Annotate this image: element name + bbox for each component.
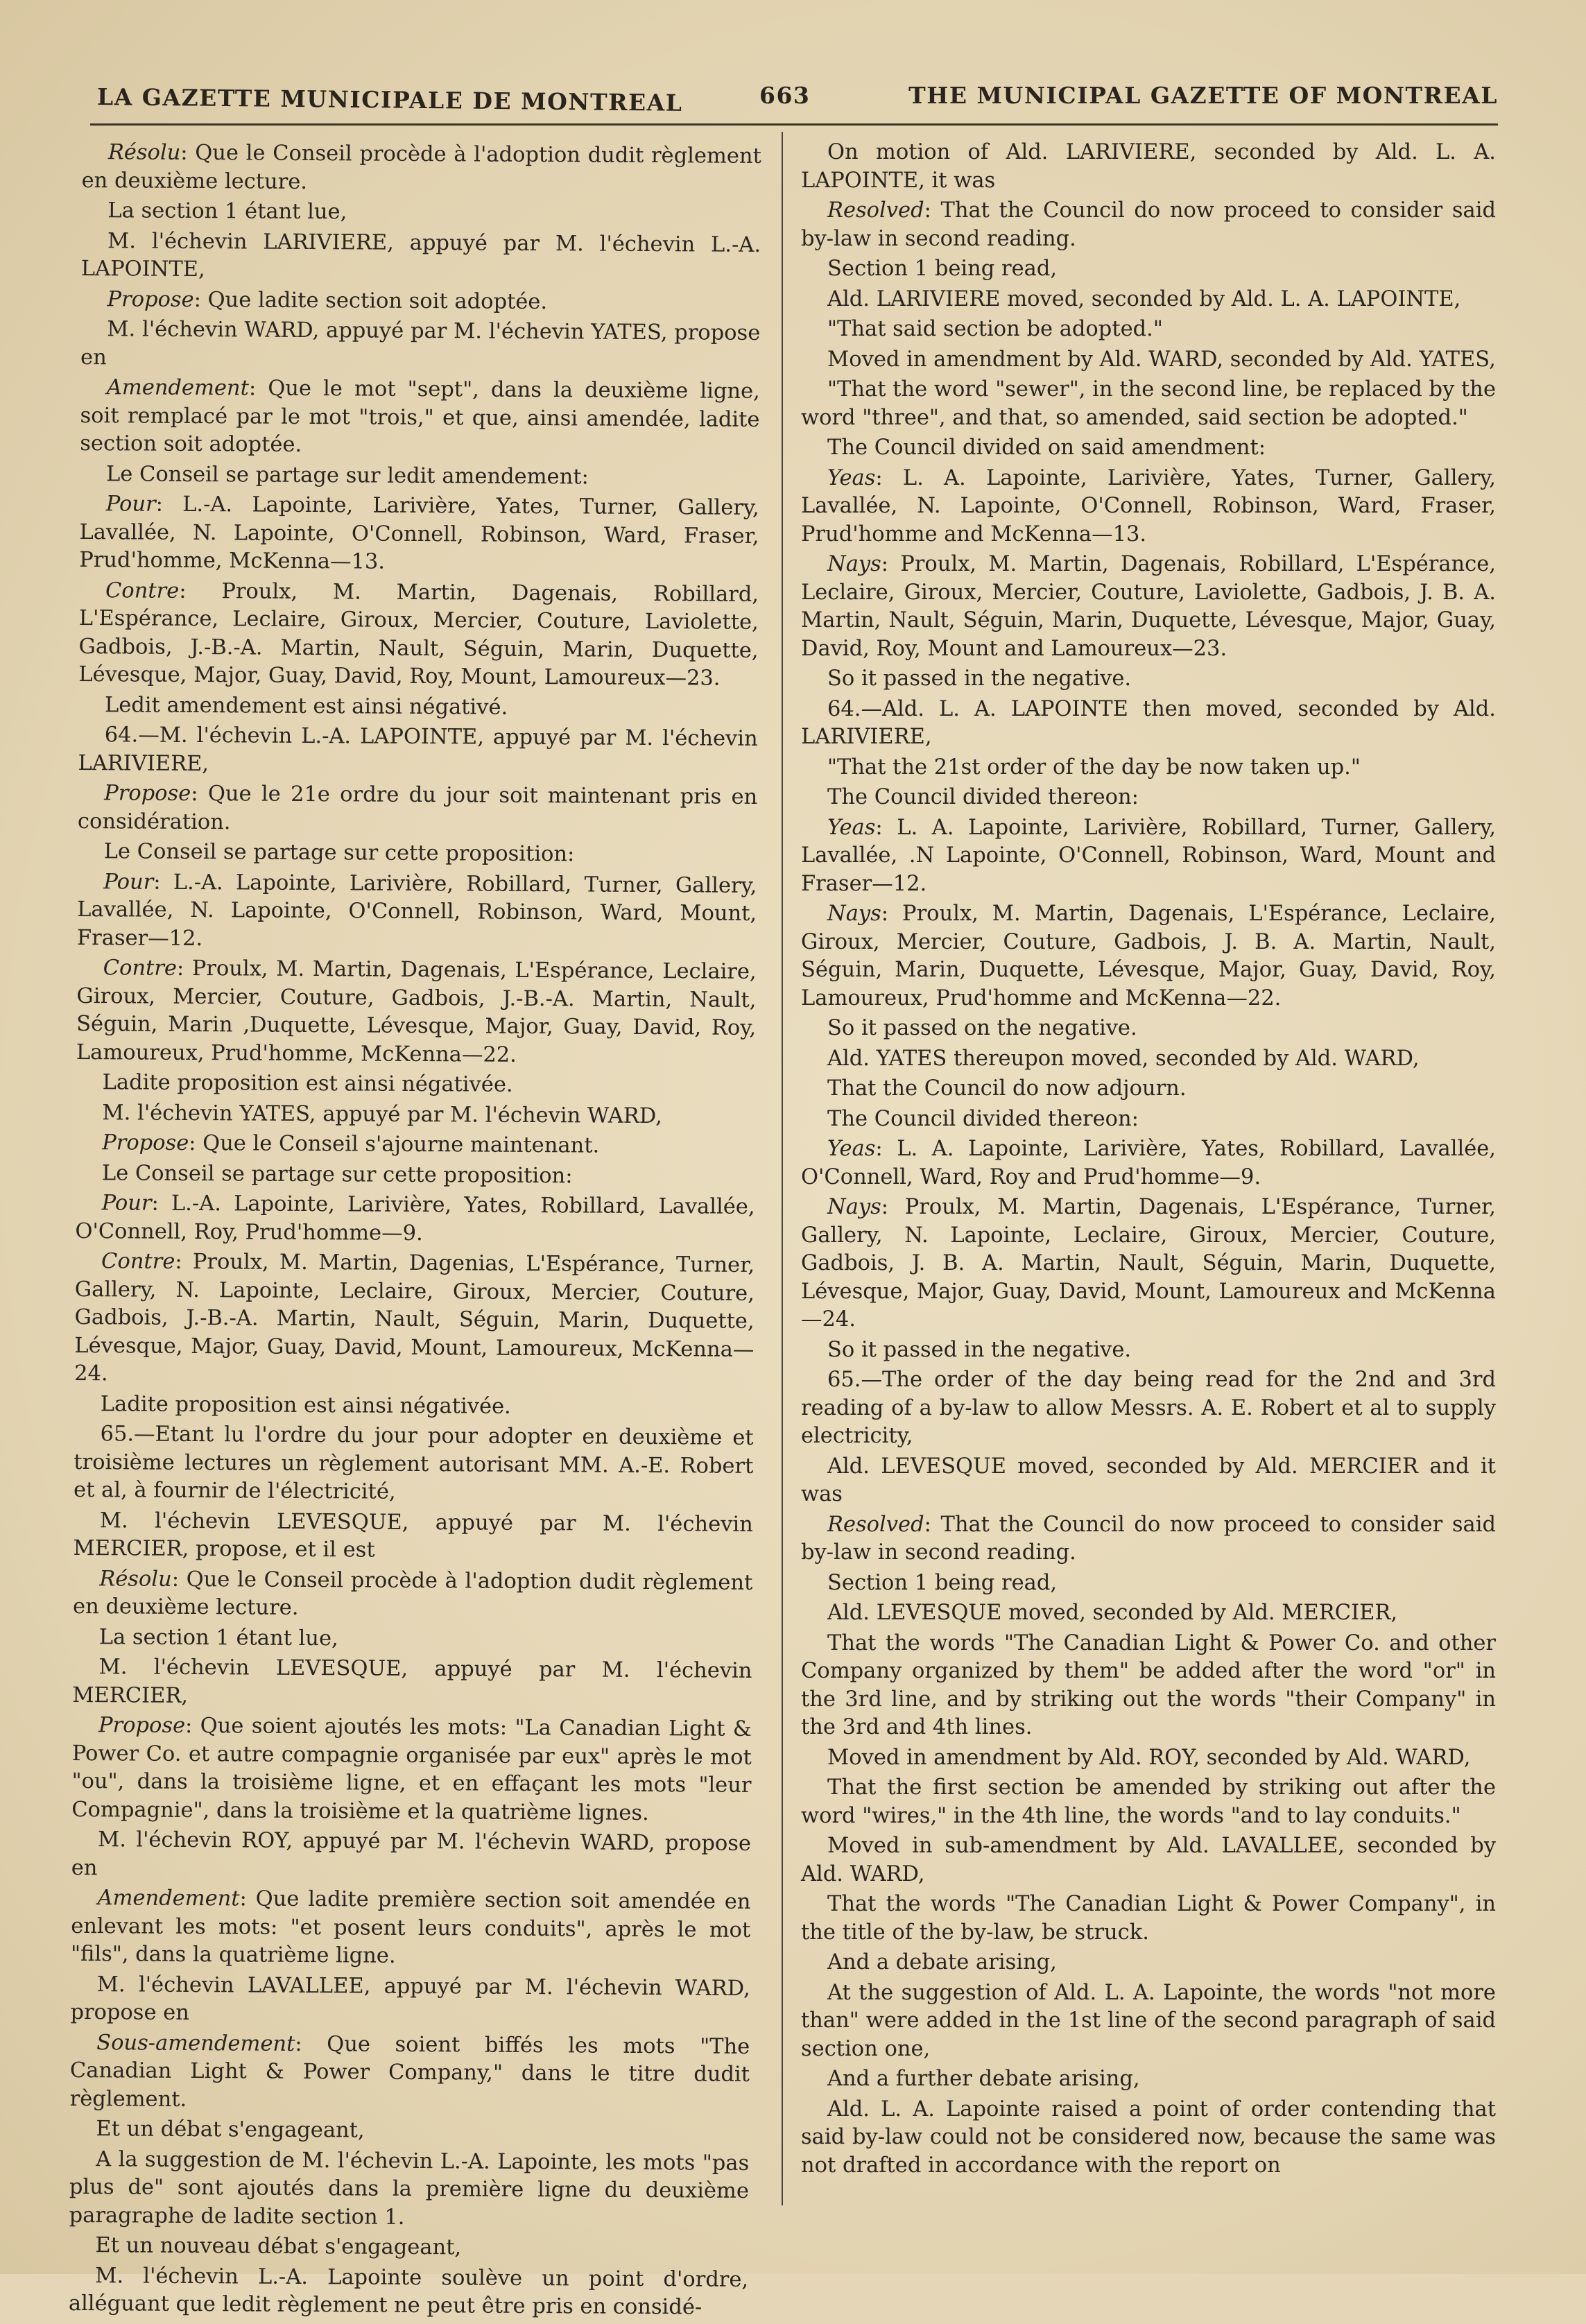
motion-keyword: Sous-amendement	[96, 2030, 295, 2056]
motion-keyword: Résolu	[107, 140, 181, 165]
paragraph: Nays: Proulx, M. Martin, Dagenais, Robillard, L'Espérance, Leclaire, Giroux, Mercier, Couture, Laviolette, Gadbois, J. B. A. Martin, Nault, Séguin, Marin, Duquette, Lévesque, Major, Guay, David, Roy, Mount and Lamoureux—23.	[801, 552, 1496, 661]
paragraph: That the first section be amended by striking out after the word "wires," in the 4th line, the words "and to lay conduits."	[801, 1775, 1496, 1828]
paragraph: Section 1 being read,	[827, 1570, 1058, 1595]
paragraph: "That the word "sewer", in the second line, be replaced by the word "three", and that, so amended, said section be adopted."	[801, 377, 1496, 430]
paragraph: Contre: Proulx, M. Martin, Dagenais, L'Espérance, Leclaire, Giroux, Mercier, Couture, Gadbois, J.-B.-A. Martin, Nault, Séguin, Marin ,Duquette, Lévesque, Major, Guay, David, Roy, Lamoureux, Prud'homme, McKenna—22.	[76, 956, 757, 1067]
paragraph: The Council divided thereon:	[827, 785, 1139, 809]
motion-keyword: Résolu	[99, 1566, 172, 1592]
paragraph: Section 1 being read,	[827, 257, 1058, 281]
paragraph: 64.—Ald. L. A. LAPOINTE then moved, seconded by Ald. LARIVIERE,	[801, 696, 1496, 749]
motion-keyword: Propose	[98, 1713, 186, 1738]
paragraph: Nays: Proulx, M. Martin, Dagenais, L'Espérance, Turner, Gallery, N. Lapointe, Leclaire, Giroux, Mercier, Couture, Gadbois, J. B. A. Martin, Nault, Séguin, Marin, Duquette, Lévesque, Major, Guay, David, Mount, Lamoureux and McKenna—24.	[801, 1195, 1496, 1332]
paragraph: That the Council do now adjourn.	[827, 1076, 1187, 1101]
motion-keyword: Propose	[107, 286, 194, 312]
paragraph: Propose: Que le 21e ordre du jour soit maintenant pris en considération.	[77, 781, 758, 834]
paragraph: Pour: L.-A. Lapointe, Larivière, Yates, Turner, Gallery, Lavallée, N. Lapointe, O'Connell, Robinson, Ward, Fraser, Prud'homme, McKenna—13.	[79, 492, 759, 574]
paragraph: La section 1 étant lue,	[98, 1624, 338, 1651]
column-divider	[782, 132, 783, 2205]
paragraph: The Council divided on said amendment:	[827, 436, 1266, 460]
motion-keyword: Amendement	[106, 375, 250, 401]
paragraph: Le Conseil se partage sur ledit amendement:	[105, 461, 589, 489]
paragraph: Propose: Que le Conseil s'ajourne maintenant.	[102, 1130, 600, 1158]
paragraph: And a debate arising,	[827, 1950, 1057, 1974]
paragraph: Ald. YATES thereupon moved, seconded by Ald. WARD,	[827, 1046, 1420, 1071]
paragraph: Yeas: L. A. Lapointe, Larivière, Robillard, Turner, Gallery, Lavallée, .N Lapointe, O'Connell, Robinson, Ward, Mount and Fraser—12.	[801, 815, 1496, 896]
paragraph: Ladite proposition est ainsi négativée.	[102, 1070, 513, 1097]
header-french-title: LA GAZETTE MUNICIPALE DE MONTREAL	[96, 83, 683, 117]
motion-keyword: Resolved	[827, 1512, 924, 1537]
motion-keyword: Contre	[101, 1249, 175, 1274]
paragraph: At the suggestion of Ald. L. A. Lapointe, the words "not more than" were added in the 1st line of the second paragraph of said section one,	[801, 1980, 1496, 2061]
paragraph: So it passed in the negative.	[827, 666, 1132, 691]
french-column	[69, 139, 761, 2324]
header-rule	[90, 123, 1498, 126]
paragraph: Résolu: Que le Conseil procède à l'adoption dudit règlement en deuxième lecture.	[81, 140, 761, 194]
paragraph: Pour: L.-A. Lapointe, Larivière, Yates, Robillard, Lavallée, O'Connell, Roy, Prud'homme—9.	[75, 1191, 755, 1246]
paragraph: Résolu: Que le Conseil procède à l'adoption dudit règlement en deuxième lecture.	[72, 1566, 753, 1620]
paragraph: "That the 21st order of the day be now taken up."	[827, 755, 1361, 780]
motion-keyword: Propose	[102, 1130, 189, 1155]
motion-keyword: Pour	[101, 1191, 152, 1216]
paragraph: M. l'échevin ROY, appuyé par M. l'échevin WARD, propose en	[71, 1827, 752, 1880]
motion-keyword: Yeas	[827, 815, 876, 840]
paragraph: A la suggestion de M. l'échevin L.-A. Lapointe, les mots "pas plus de" sont ajoutés dans la première ligne du deuxième paragraphe de ladite section 1.	[69, 2146, 750, 2230]
motion-keyword: Nays	[827, 552, 881, 576]
motion-keyword: Nays	[827, 902, 881, 926]
motion-keyword: Yeas	[827, 1137, 876, 1161]
paragraph: So it passed on the negative.	[827, 1016, 1137, 1040]
paragraph: Ladite proposition est ainsi négativée.	[100, 1391, 511, 1419]
paragraph: Yeas: L. A. Lapointe, Larivière, Yates, Turner, Gallery, Lavallée, N. Lapointe, O'Connell, Robinson, Ward, Fraser, Prud'homme and McKenna—13.	[801, 465, 1496, 546]
paragraph: That the words "The Canadian Light & Power Co. and other Company organized by them" be added after the word "or" in the 3rd line, and by striking out the words "their Company" in the 3rd and 4th lines.	[801, 1630, 1496, 1739]
paragraph: Et un débat s'engageant,	[96, 2117, 365, 2143]
paragraph: Moved in amendment by Ald. WARD, seconded by Ald. YATES,	[827, 347, 1496, 372]
paragraph: Le Conseil se partage sur cette proposition:	[103, 839, 575, 867]
paragraph: On motion of Ald. LARIVIERE, seconded by Ald. L. A. LAPOINTE, it was	[801, 140, 1496, 193]
motion-keyword: Contre	[103, 956, 178, 981]
paragraph: 65.—Etant lu l'ordre du jour pour adopter en deuxième et troisième lectures un règlement autorisant MM. A.-E. Robert et al, à fournir de l'électricité,	[73, 1422, 754, 1504]
paragraph: Contre: Proulx, M. Martin, Dagenais, Robillard, L'Espérance, Leclaire, Giroux, Mercier, Couture, Laviolette, Gadbois, J.-B.-A. Martin, Nault, Séguin, Marin, Duquette, Lévesque, Major, Guay, David, Roy, Mount, Lamoureux—23.	[78, 578, 759, 691]
motion-keyword: Propose	[104, 781, 191, 806]
paragraph: "That said section be adopted."	[827, 317, 1163, 341]
english-column	[801, 139, 1496, 2182]
motion-keyword: Resolved	[827, 198, 924, 223]
paragraph: M. l'échevin L.-A. Lapointe soulève un point d'ordre, alléguant que ledit règlement ne peut être pris en considé-	[68, 2263, 749, 2320]
paragraph: Resolved: That the Council do now proceed to consider said by-law in second reading.	[801, 1512, 1496, 1565]
paragraph: Nays: Proulx, M. Martin, Dagenais, L'Espérance, Leclaire, Giroux, Mercier, Couture, Gadbois, J. B. A. Martin, Nault, Séguin, Marin, Duquette, Lévesque, Major, Guay, David, Roy, Lamoureux, Prud'homme and McKenna—22.	[801, 902, 1496, 1010]
paragraph: Pour: L.-A. Lapointe, Larivière, Robillard, Turner, Gallery, Lavallée, N. Lapointe, O'Connell, Robinson, Ward, Mount, Fraser—12.	[76, 869, 757, 951]
paragraph: Et un nouveau débat s'engageant,	[95, 2233, 462, 2260]
page-number: 663	[759, 82, 811, 109]
paragraph: And a further debate arising,	[827, 2067, 1140, 2091]
paragraph: M. l'échevin YATES, appuyé par M. l'échevin WARD,	[102, 1100, 662, 1128]
paragraph: 64.—M. l'échevin L.-A. LAPOINTE, appuyé par M. l'échevin LARIVIERE,	[78, 723, 758, 776]
paragraph: Ald. L. A. Lapointe raised a point of order contending that said by-law could not be considered now, because the same was not drafted in accordance with the report on	[801, 2097, 1496, 2178]
paragraph: Moved in amendment by Ald. ROY, seconded by Ald. WARD,	[827, 1745, 1471, 1770]
paragraph: That the words "The Canadian Light & Power Company", in the title of the by-law, be struck.	[801, 1892, 1496, 1945]
paragraph: Sous-amendement: Que soient biffés les mots "The Canadian Light & Power Company," dans le titre dudit règlement.	[69, 2030, 750, 2112]
motion-keyword: Pour	[103, 869, 154, 895]
paragraph: M. l'échevin LEVESQUE, appuyé par M. l'échevin MERCIER,	[72, 1655, 752, 1708]
paragraph: Ald. LARIVIERE moved, seconded by Ald. L. A. LAPOINTE,	[827, 286, 1461, 311]
paragraph: Propose: Que ladite section soit adoptée.	[107, 286, 548, 314]
paragraph: Resolved: That the Council do now proceed to consider said by-law in second reading.	[801, 198, 1496, 251]
paragraph: Yeas: L. A. Lapointe, Larivière, Yates, Robillard, Lavallée, O'Connell, Ward, Roy and Prud'homme—9.	[801, 1137, 1496, 1189]
paragraph: Ledit amendement est ainsi négativé.	[104, 692, 508, 720]
paragraph: 65.—The order of the day being read for the 2nd and 3rd reading of a by-law to allow Messrs. A. E. Robert et al to supply electricity,	[801, 1368, 1496, 1448]
motion-keyword: Nays	[827, 1195, 881, 1219]
paragraph: So it passed in the negative.	[827, 1337, 1132, 1362]
paragraph: Ald. LEVESQUE moved, seconded by Ald. MERCIER and it was	[801, 1454, 1496, 1506]
page-header	[97, 78, 1498, 119]
motion-keyword: Amendement	[97, 1886, 240, 1911]
motion-keyword: Contre	[105, 578, 180, 603]
paragraph: M. l'échevin LARIVIERE, appuyé par M. l'échevin L.-A. LAPOINTE,	[80, 228, 761, 282]
motion-keyword: Pour	[105, 492, 156, 517]
motion-keyword: Yeas	[827, 465, 876, 490]
paragraph: M. l'échevin WARD, appuyé par M. l'échevin YATES, propose en	[80, 317, 761, 370]
paragraph: Amendement: Que le mot "sept", dans la deuxième ligne, soit remplacé par le mot "trois," et que, ainsi amendée, ladite section soit adoptée.	[80, 375, 760, 457]
paragraph: La section 1 étant lue,	[107, 198, 347, 225]
paragraph: M. l'échevin LAVALLEE, appuyé par M. l'échevin WARD, propose en	[70, 1972, 750, 2025]
paragraph: Amendement: Que ladite première section soit amendée en enlevant les mots: "et posent leurs conduits", après le mot "fils", dans la quatrième ligne.	[70, 1886, 751, 1968]
paragraph: Propose: Que soient ajoutés les mots: "La Canadian Light & Power Co. et autre compagnie organisée par eux" après le mot "ou", dans la troisième ligne, et en effaçant les mots "leur Compagnie", dans la troisième et la quatrième lignes.	[71, 1713, 752, 1825]
paragraph: The Council divided thereon:	[827, 1106, 1139, 1131]
paragraph: Moved in sub-amendment by Ald. LAVALLEE, seconded by Ald. WARD,	[801, 1834, 1496, 1886]
paragraph: Ald. LEVESQUE moved, seconded by Ald. MERCIER,	[827, 1601, 1398, 1625]
paragraph: Le Conseil se partage sur cette proposition:	[101, 1160, 573, 1188]
paragraph: Contre: Proulx, M. Martin, Dagenias, L'Espérance, Turner, Gallery, N. Lapointe, Leclaire, Giroux, Mercier, Couture, Gadbois, J.-B.-A. Martin, Nault, Séguin, Marin, Duquette, Lévesque, Major, Guay, David, Mount, Lamoureux, McKenna—24.	[74, 1249, 755, 1386]
header-english-title: THE MUNICIPAL GAZETTE OF MONTREAL	[908, 82, 1498, 109]
paragraph: M. l'échevin LEVESQUE, appuyé par M. l'échevin MERCIER, propose, et il est	[73, 1508, 753, 1563]
